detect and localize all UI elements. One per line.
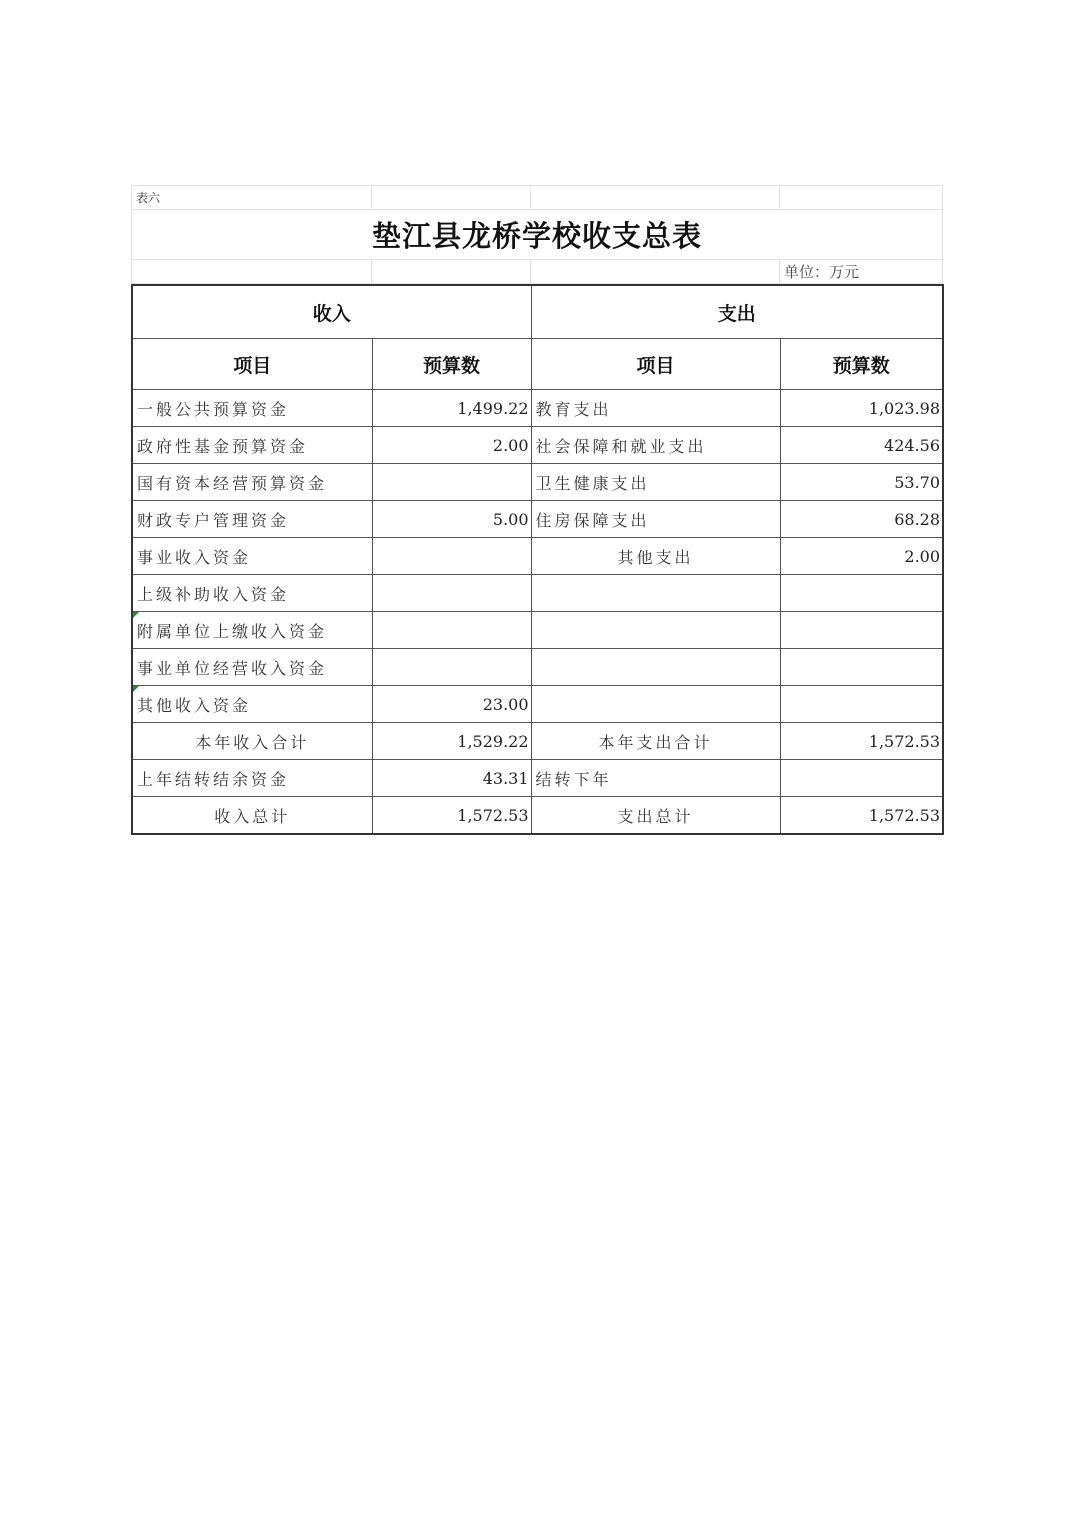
income-value: 1,499.22 xyxy=(372,390,531,427)
expense-budget-header: 预算数 xyxy=(780,339,943,390)
income-value xyxy=(372,612,531,649)
table-row xyxy=(132,649,943,686)
table-row xyxy=(132,723,943,760)
expense-value xyxy=(780,686,943,723)
budget-sheet xyxy=(131,185,942,835)
summary-table xyxy=(131,284,944,835)
table-row xyxy=(132,538,943,575)
expense-value xyxy=(780,649,943,686)
income-value xyxy=(372,649,531,686)
expense-value xyxy=(780,612,943,649)
table-row xyxy=(132,464,943,501)
sheet-header-table xyxy=(131,185,943,284)
income-budget-header: 预算数 xyxy=(372,339,531,390)
table-row xyxy=(132,501,943,538)
income-item: 政府性基金预算资金 xyxy=(132,427,372,464)
expense-item: 社会保障和就业支出 xyxy=(531,427,780,464)
income-item: 上级补助收入资金 xyxy=(132,575,372,612)
income-value xyxy=(372,464,531,501)
income-total-label: 收入总计 xyxy=(132,797,372,835)
unit-label: 单位：万元 xyxy=(780,260,943,284)
table-row xyxy=(132,797,943,835)
expense-subtotal-label: 本年支出合计 xyxy=(531,723,780,760)
income-item: 一般公共预算资金 xyxy=(132,390,372,427)
expense-item: 其他支出 xyxy=(531,538,780,575)
expense-value xyxy=(780,760,943,797)
expense-value: 2.00 xyxy=(780,538,943,575)
income-item: 上年结转结余资金 xyxy=(132,760,372,797)
expense-value: 53.70 xyxy=(780,464,943,501)
income-value xyxy=(372,575,531,612)
income-item: 事业单位经营收入资金 xyxy=(132,649,372,686)
table-row xyxy=(132,612,943,649)
table-row xyxy=(132,575,943,612)
table-row xyxy=(132,427,943,464)
income-item-header: 项目 xyxy=(132,339,372,390)
expense-item xyxy=(531,612,780,649)
expense-item xyxy=(531,649,780,686)
page-title: 垫江县龙桥学校收支总表 xyxy=(132,210,943,260)
income-value: 2.00 xyxy=(372,427,531,464)
income-total-value: 1,572.53 xyxy=(372,797,531,835)
expense-value: 68.28 xyxy=(780,501,943,538)
expense-total-value: 1,572.53 xyxy=(780,797,943,835)
expense-total-label: 支出总计 xyxy=(531,797,780,835)
income-subtotal-value: 1,529.22 xyxy=(372,723,531,760)
expense-value xyxy=(780,575,943,612)
expense-item: 结转下年 xyxy=(531,760,780,797)
income-value: 43.31 xyxy=(372,760,531,797)
income-item: 其他收入资金 xyxy=(132,686,372,723)
expense-value: 1,023.98 xyxy=(780,390,943,427)
expense-subtotal-value: 1,572.53 xyxy=(780,723,943,760)
table-row xyxy=(132,760,943,797)
expense-item-header: 项目 xyxy=(531,339,780,390)
income-item: 国有资本经营预算资金 xyxy=(132,464,372,501)
income-header: 收入 xyxy=(132,285,531,339)
table-note: 表六 xyxy=(132,186,372,210)
income-item: 财政专户管理资金 xyxy=(132,501,372,538)
expense-item: 住房保障支出 xyxy=(531,501,780,538)
income-value xyxy=(372,538,531,575)
expense-item xyxy=(531,686,780,723)
expense-item: 卫生健康支出 xyxy=(531,464,780,501)
expense-item xyxy=(531,575,780,612)
expense-header: 支出 xyxy=(531,285,943,339)
expense-value: 424.56 xyxy=(780,427,943,464)
income-subtotal-label: 本年收入合计 xyxy=(132,723,372,760)
income-item: 附属单位上缴收入资金 xyxy=(132,612,372,649)
table-row xyxy=(132,390,943,427)
income-value: 5.00 xyxy=(372,501,531,538)
table-row xyxy=(132,686,943,723)
income-value: 23.00 xyxy=(372,686,531,723)
income-item: 事业收入资金 xyxy=(132,538,372,575)
expense-item: 教育支出 xyxy=(531,390,780,427)
